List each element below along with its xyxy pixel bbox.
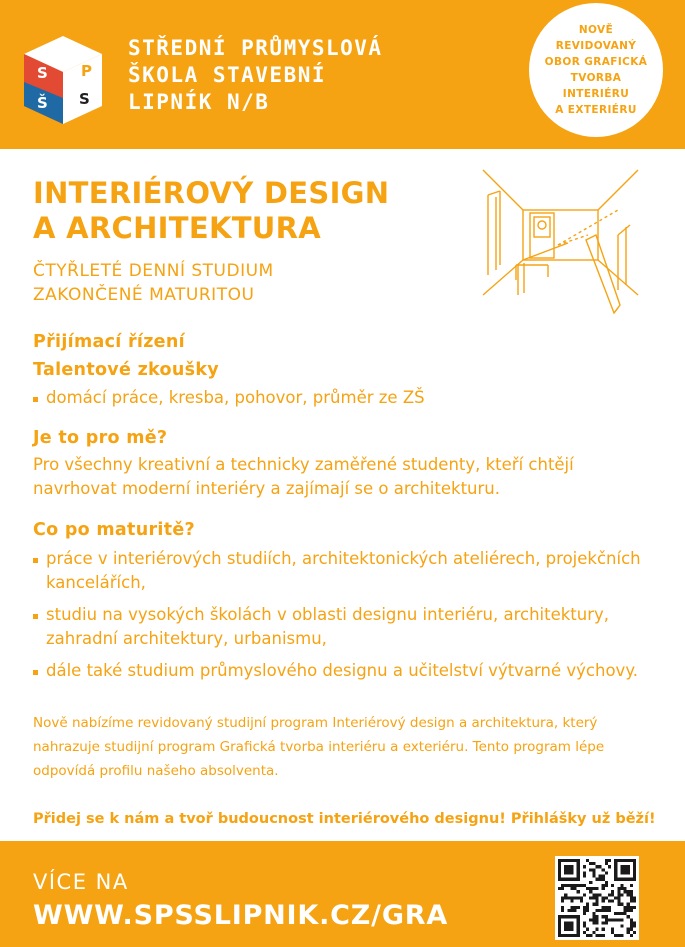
badge-line: INTERIÉRU xyxy=(562,88,630,100)
list-item-line: práce v interiérových studiích, architektonických ateliérech, projekčních xyxy=(46,549,641,568)
qr-code[interactable] xyxy=(555,856,639,940)
for-me-heading: Je to pro mě? xyxy=(33,428,168,448)
program-note xyxy=(33,711,653,783)
call-to-action: Přidej se k nám a tvoř budoucnost interiérového designu! Přihlášky už běží! xyxy=(33,811,656,827)
header-banner xyxy=(0,0,685,149)
badge-line: TVORBA xyxy=(570,72,622,84)
qr-code-graphic xyxy=(558,859,636,937)
note-line: Nově nabízíme revidovaný studijní program Interiérový design a architektura, který xyxy=(33,715,598,731)
new-program-badge xyxy=(529,3,663,137)
school-name xyxy=(128,35,383,116)
title-line: INTERIÉROVÝ DESIGN xyxy=(33,176,390,210)
subtitle-line: ČTYŘLETÉ DENNÍ STUDIUM xyxy=(33,261,274,281)
note-line: odpovídá profilu našeho absolventa. xyxy=(33,763,279,779)
logo-letter-p: P xyxy=(81,62,92,80)
text-line: navrhovat moderní interiéry a zajímají se o architekturu. xyxy=(33,479,500,498)
logo-letter-s1: S xyxy=(37,64,48,82)
badge-line: OBOR GRAFICKÁ xyxy=(544,56,648,68)
list-item xyxy=(33,659,653,683)
badge-line: NOVĚ xyxy=(578,24,614,36)
note-line: nahrazuje studijní program Grafická tvorba interiéru a exteriéru. Tento program lépe xyxy=(33,739,605,755)
list-item-line: zahradní architektury, urbanismu, xyxy=(46,629,327,648)
school-logo xyxy=(24,36,102,124)
badge-line: REVIDOVANÝ xyxy=(555,40,637,52)
talent-exams-list xyxy=(33,386,653,410)
website-link[interactable]: WWW.SPSSLIPNIK.CZ/GRA xyxy=(33,900,449,931)
title-line: A ARCHITEKTURA xyxy=(33,211,322,245)
school-name-line: ŠKOLA STAVEBNÍ xyxy=(128,63,327,87)
for-me-text xyxy=(33,453,653,501)
school-name-line: LIPNÍK N/B xyxy=(128,90,270,114)
school-name-line: STŘEDNÍ PRŮMYSLOVÁ xyxy=(128,36,383,60)
list-item-line: kancelářích, xyxy=(46,573,146,592)
list-item-line: studiu na vysokých školách v oblasti designu interiéru, architektury, xyxy=(46,605,610,624)
logo-letter-s3: S xyxy=(79,90,90,108)
logo-letter-s2: Š xyxy=(37,94,48,112)
more-info-label: VÍCE NA xyxy=(33,870,129,894)
admission-heading: Přijímací řízení xyxy=(33,332,185,352)
footer-banner xyxy=(0,841,685,947)
list-item-line: dále také studium průmyslového designu a učitelství výtvarné výchovy. xyxy=(46,661,638,680)
interior-sketch-illustration xyxy=(478,165,643,315)
page-title xyxy=(33,176,389,246)
list-item xyxy=(33,603,653,651)
after-graduation-heading: Co po maturitě? xyxy=(33,520,195,540)
badge-line: A EXTERIÉRU xyxy=(555,104,637,116)
after-graduation-list xyxy=(33,547,653,691)
list-item: domácí práce, kresba, pohovor, průměr ze ZŠ xyxy=(33,386,653,410)
list-item xyxy=(33,547,653,595)
text-line: Pro všechny kreativní a technicky zaměřené studenty, kteří chtějí xyxy=(33,455,574,474)
page-subtitle xyxy=(33,259,274,307)
subtitle-line: ZAKONČENÉ MATURITOU xyxy=(33,285,255,305)
talent-exams-heading: Talentové zkoušky xyxy=(33,360,219,380)
